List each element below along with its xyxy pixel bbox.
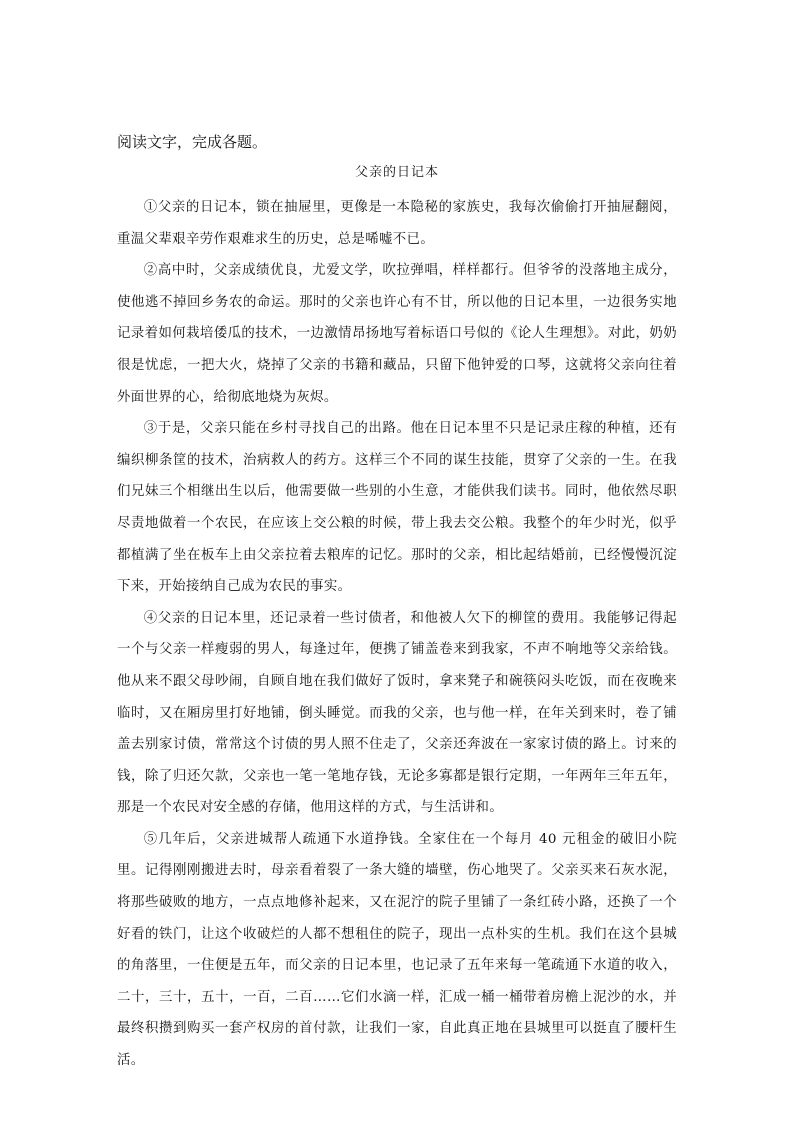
paragraph-1: ①父亲的日记本，锁在抽屉里，更像是一本隐秘的家族史，我每次偷偷打开抽屉翻阅，重温父辈艰辛劳作艰难求生的历史，总是唏嘘不已。 [117,200,677,247]
paragraph-4: ④父亲的日记本里，还记录着一些讨债者，和他被人欠下的柳筐的费用。我能够记得起一个与父亲一样瘦弱的男人，每逢过年，便携了铺盖卷来到我家，不声不响地等父亲给钱。他从来不跟父母吵闹，自顾自地在我们做好了饭时，拿来凳子和碗筷闷头吃饭，而在夜晚来临时，又在厢房里打好地铺，倒头睡觉。而我的父亲，也与他一样，在年关到来时，卷了铺盖去别家讨债，常常这个讨债的男人照不住走了，父亲还奔波在一家家讨债的路上。讨来的钱，除了归还欠款，父亲也一笔一笔地存钱，无论多寡都是银行定期，一年两年三年五年，那是一个农民对安全感的存储，他用这样的方式，与生活讲和。 [117,610,677,816]
article-body [117,192,677,1077]
article-title: 父亲的日记本 [354,165,439,180]
paragraph-3: ③于是，父亲只能在乡村寻找自己的出路。他在日记本里不只是记录庄稼的种植，还有编织柳条筐的技术，治病救人的药方。这样三个不同的谋生技能，贯穿了父亲的一生。在我们兄妹三个相继出生以后，他需要做一些别的小生意，才能供我们读书。同时，他依然尽职尽责地做着一个农民，在应该上交公粮的时候，带上我去交公粮。我整个的年少时光，似乎都植满了坐在板车上由父亲拉着去粮库的记忆。那时的父亲，相比起结婚前，已经慢慢沉淀下来，开始接纳自己成为农民的事实。 [117,421,677,595]
paragraph-2: ②高中时，父亲成绩优良，尤爱文学，吹拉弹唱，样样都行。但爷爷的没落地主成分，使他逃不掉回乡务农的命运。那时的父亲也许心有不甘，所以他的日记本里，一边很务实地记录着如何栽培倭瓜的技术，一边激情昂扬地写着标语口号似的《论人生理想》。对此，奶奶很是忧虑，一把大火，烧掉了父亲的书籍和藏品，只留下他钟爱的口琴，这就将父亲向往着外面世界的心，给彻底地烧为灰烬。 [117,263,677,405]
paragraph-5: ⑤几年后，父亲进城帮人疏通下水道挣钱。全家住在一个每月 40 元租金的破旧小院里。记得刚刚搬进去时，母亲看着裂了一条大缝的墙壁，伤心地哭了。父亲买来石灰水泥，将那些破败的地方，一点点地修补起来，又在泥泞的院子里铺了一条红砖小路，还换了一个好看的铁门，让这个收破烂的人都不想租住的院子，现出一点朴实的生机。我们在这个县城的角落里，一住便是五年，而父亲的日记本里，也记录了五年来每一笔疏通下水道的收入，二十，三十，五十，一百，二百……它们水滴一样，汇成一桶一桶带着房檐上泥沙的水，并最终积攒到购买一套产权房的首付款，让我们一家，自此真正地在县城里可以挺直了腰杆生活。 [117,831,677,1069]
question-instruction: 阅读文字，完成各题。 [117,133,268,151]
